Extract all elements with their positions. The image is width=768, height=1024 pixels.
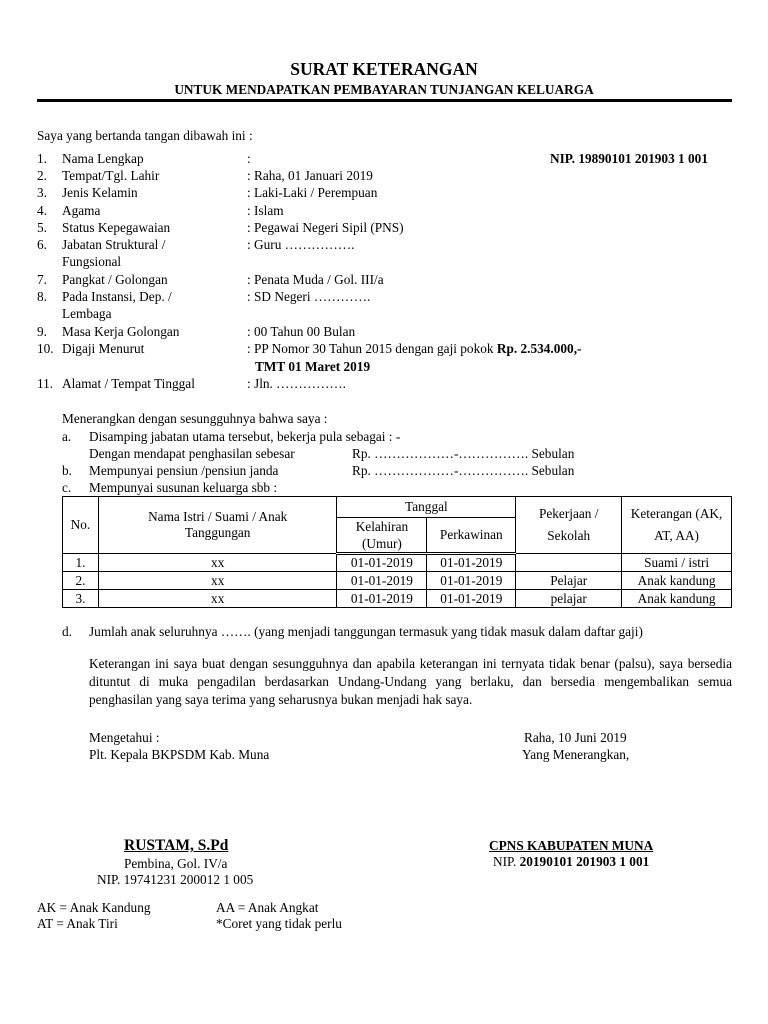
title-divider <box>37 99 732 102</box>
field-label: Masa Kerja Golongan <box>62 324 180 339</box>
left-sign-heading: Mengetahui : <box>89 730 160 745</box>
field-value <box>247 340 581 357</box>
salary-basis: : PP Nomor 30 Tahun 2015 dengan gaji pokok <box>247 341 497 356</box>
header-tanggal: Tanggal <box>337 497 516 518</box>
header-kelahiran: Kelahiran (Umur) <box>337 518 427 554</box>
salary-amount: Rp. 2.534.000,- <box>496 341 582 356</box>
cell-kawin: 01-01-2019 <box>427 554 516 572</box>
left-signatory-name: RUSTAM, S.Pd <box>124 837 229 854</box>
field-number: 8. <box>37 289 47 304</box>
item-letter: b. <box>62 463 72 478</box>
cell-no: 2. <box>63 572 99 590</box>
table-row <box>63 554 732 572</box>
field-number: 1. <box>37 151 47 166</box>
left-sign-position: Plt. Kepala BKPSDM Kab. Muna <box>89 747 270 762</box>
item-text: Mempunyai susunan keluarga sbb : <box>89 480 278 495</box>
cell-kawin: 01-01-2019 <box>427 590 516 608</box>
document-subtitle: UNTUK MENDAPATKAN PEMBAYARAN TUNJANGAN KELUARGA <box>174 82 594 97</box>
field-value: : <box>247 151 251 166</box>
field-value: : 00 Tahun 00 Bulan <box>247 324 356 339</box>
field-value: : Laki-Laki / Perempuan <box>247 185 378 200</box>
item-text: Jumlah anak seluruhnya ……. (yang menjadi tanggungan termasuk yang tidak masuk dalam daftar gaji) <box>89 624 643 639</box>
cell-kawin: 01-01-2019 <box>427 572 516 590</box>
statement-paragraph: Keterangan ini saya buat dengan sesungguhnya dan apabila keterangan ini ternyata tidak benar (palsu), saya bersedia dituntut di muka pengadilan berdasarkan Undang-Undang yang berlaku, dan bersedia mengembalikan semua penghasilan yang saya terima yang seharusnya bukan menjadi hak saya. <box>89 656 732 707</box>
field-number: 4. <box>37 203 47 218</box>
field-label: Pangkat / Golongan <box>62 272 168 287</box>
right-signatory-name: CPNS KABUPATEN MUNA <box>489 838 654 853</box>
field-value: : Guru ……………. <box>247 237 355 252</box>
document-title: SURAT KETERANGAN <box>290 59 478 79</box>
legend-note: *Coret yang tidak perlu <box>216 916 342 931</box>
cell-nama: xx <box>98 554 337 572</box>
cell-no: 1. <box>63 554 99 572</box>
field-value: : Islam <box>247 203 284 218</box>
field-number: 6. <box>37 237 47 252</box>
item-letter: d. <box>62 624 72 639</box>
header-keterangan: Keterangan (AK, AT, AA) <box>622 497 732 554</box>
legend-at: AT = Anak Tiri <box>37 916 118 931</box>
right-sign-heading: Yang Menerangkan, <box>522 747 630 762</box>
item-subtext: Dengan mendapat penghasilan sebesar <box>89 446 295 461</box>
cell-lahir: 01-01-2019 <box>337 554 427 572</box>
field-value-tmt: TMT 01 Maret 2019 <box>255 359 371 374</box>
cell-lahir: 01-01-2019 <box>337 572 427 590</box>
field-value: : Penata Muda / Gol. III/a <box>247 272 384 287</box>
field-label: Jenis Kelamin <box>62 185 138 200</box>
legend-aa: AA = Anak Angkat <box>216 900 319 915</box>
sign-date: Raha, 10 Juni 2019 <box>524 730 627 745</box>
field-nip: NIP. 19890101 201903 1 001 <box>550 151 708 166</box>
cell-pekerjaan <box>516 554 622 572</box>
header-perkawinan: Perkawinan <box>427 518 516 554</box>
cell-nama: xx <box>98 590 337 608</box>
cell-pekerjaan: pelajar <box>516 590 622 608</box>
legend-ak: AK = Anak Kandung <box>37 900 151 915</box>
header-pekerjaan: Pekerjaan / Sekolah <box>516 497 622 554</box>
cell-no: 3. <box>63 590 99 608</box>
field-number: 7. <box>37 272 47 287</box>
field-number: 9. <box>37 324 47 339</box>
field-value: : Jln. ……………. <box>247 376 346 391</box>
item-text: Disamping jabatan utama tersebut, bekerja pula sebagai : - <box>89 429 401 444</box>
right-signatory-nip <box>493 853 649 870</box>
item-amount: Rp. ………………-……………. Sebulan <box>352 446 575 461</box>
nip-number: 20190101 201903 1 001 <box>519 854 650 869</box>
cell-keterangan: Suami / istri <box>622 554 732 572</box>
field-value: : Raha, 01 Januari 2019 <box>247 168 373 183</box>
header-no: No. <box>63 497 99 554</box>
header-nama: Nama Istri / Suami / Anak Tanggungan <box>98 497 337 554</box>
field-number: 5. <box>37 220 47 235</box>
left-signatory-nip: NIP. 19741231 200012 1 005 <box>97 872 254 887</box>
cell-pekerjaan: Pelajar <box>516 572 622 590</box>
field-label: Status Kepegawaian <box>62 220 171 235</box>
field-number: 2. <box>37 168 47 183</box>
item-letter: a. <box>62 429 72 444</box>
item-amount: Rp. ………………-……………. Sebulan <box>352 463 575 478</box>
field-label: Nama Lengkap <box>62 151 144 166</box>
field-number: 11. <box>37 376 54 391</box>
nip-prefix: NIP. <box>493 854 520 869</box>
intro-text: Saya yang bertanda tangan dibawah ini : <box>37 128 253 143</box>
field-label: Agama <box>62 203 101 218</box>
table-row <box>63 572 732 590</box>
field-number: 10. <box>37 341 54 356</box>
field-label: Pada Instansi, Dep. / <box>62 289 172 304</box>
field-value: : SD Negeri …………. <box>247 289 371 304</box>
field-label: Jabatan Struktural / <box>62 237 166 252</box>
item-text: Mempunyai pensiun /pensiun janda <box>89 463 279 478</box>
field-label: Tempat/Tgl. Lahir <box>62 168 160 183</box>
left-signatory-rank: Pembina, Gol. IV/a <box>124 856 228 871</box>
field-number: 3. <box>37 185 47 200</box>
field-label: Digaji Menurut <box>62 341 145 356</box>
item-letter: c. <box>62 480 72 495</box>
field-label: Alamat / Tempat Tinggal <box>62 376 195 391</box>
field-value: : Pegawai Negeri Sipil (PNS) <box>247 220 404 235</box>
cell-keterangan: Anak kandung <box>622 590 732 608</box>
table-row <box>63 590 732 608</box>
cell-nama: xx <box>98 572 337 590</box>
field-label-continued: Fungsional <box>62 254 122 269</box>
cell-keterangan: Anak kandung <box>622 572 732 590</box>
declaration-text: Menerangkan dengan sesungguhnya bahwa saya : <box>62 411 328 426</box>
field-label-continued: Lembaga <box>62 306 112 321</box>
cell-lahir: 01-01-2019 <box>337 590 427 608</box>
family-table <box>62 496 732 608</box>
